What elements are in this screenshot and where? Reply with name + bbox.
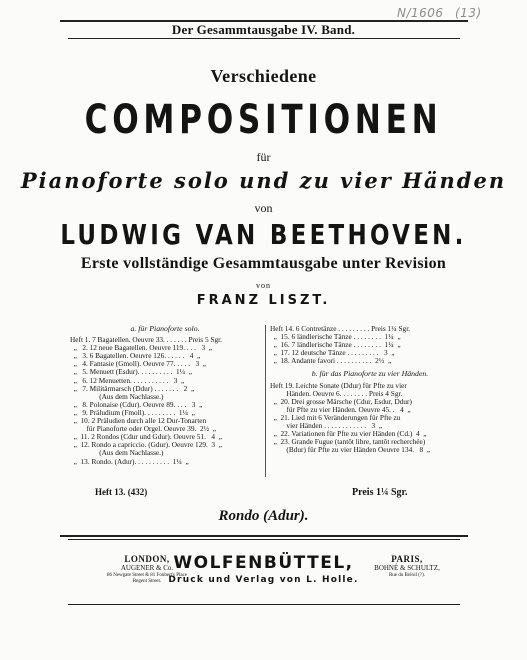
catalog-note: (13) xyxy=(455,6,482,20)
contents-entry: „ 15. 6 ländlerische Tänze . . . . . . . . 1¼ „ xyxy=(270,332,401,342)
column-divider xyxy=(265,325,266,477)
publisher-london-address: 86 Newgate Street & 81 Foubert's Place xyxy=(106,573,188,578)
publisher-london-city: LONDON, xyxy=(124,554,170,564)
contents-entry: „ 11. 2 Rondos (Cdur und Gdur). Oeuvre 51. 4 „ xyxy=(70,432,222,442)
bottom-rule-top xyxy=(60,535,468,537)
contents-entry: (Bdur) für Pfte zu vier Händen Oeuvre 134. 8 „ xyxy=(270,445,431,455)
contents-entry: „ 6. 12 Menuetten. . . . . . . . . . . 3 „ xyxy=(70,375,185,385)
title-compositionen: COMPOSITIONEN xyxy=(84,97,443,143)
title-von: von xyxy=(254,201,273,215)
publisher-paris-firm: BOHNÉ & SCHULTZ, xyxy=(374,564,440,572)
contents-right-column xyxy=(270,325,470,454)
contents-entry: „ 10. 2 Präludien durch alle 12 Dur-Tonarten xyxy=(70,416,207,426)
contents-entry: Heft 14. 6 Contretänze . . . . . . . . . Preis 1¼ Sgr. xyxy=(270,324,411,333)
title-line-verschiedene: Verschiedene xyxy=(210,66,317,86)
title-von-small: von xyxy=(256,281,271,290)
bottom-rule-thin xyxy=(68,539,460,540)
contents-entry: „ 17. 12 deutsche Tänze . . . . . . . . . 3 „ xyxy=(270,348,395,358)
contents-entry: „ 22. Variationen für Pfte zu vier Händen (Cd.) 4 „ xyxy=(270,429,427,439)
composer-name: LUDWIG VAN BEETHOVEN. xyxy=(60,218,467,251)
issue-piece-title: Rondo (Adur). xyxy=(218,508,309,524)
contents-entry: „ 3. 6 Bagatellen. Oeuvre 126. . . . . . 4 „ xyxy=(70,351,201,361)
publisher-london-firm: AUGENER & Co. xyxy=(120,564,174,572)
contents-entry: „ 7. Militärmarsch (Ddur) . . . . . . . 2 „ xyxy=(70,383,195,393)
contents-entry: (Aus dem Nachlasse.) xyxy=(70,391,164,401)
contents-entry: „ 16. 7 ländlerische Tänze . . . . . . . . 1¼ „ xyxy=(270,340,401,350)
contents-entry: „ 13. Rondo. (Adur). . . . . . . . . . 1¼ „ xyxy=(70,456,189,466)
publisher-paris xyxy=(352,555,462,579)
issue-price: Preis 1¼ Sgr. xyxy=(352,487,408,498)
contents-entry: Händen. Oeuvre 6. . . . . . . . Preis 4 Sgr. xyxy=(270,388,403,398)
contents-left-list xyxy=(70,336,260,466)
contents-entry: „ 2. 12 neue Bagatellen. Oeuvre 119. . . . 3 „ xyxy=(70,343,212,353)
catalog-code-text: N/1606 xyxy=(397,6,444,20)
contents-entry: für Pfte zu vier Händen. Oeuvre 45. . 4 „ xyxy=(270,404,411,414)
contents-entry: „ 8. Polonaise (Cdur). Oeuvre 89. . . . 3 „ xyxy=(70,399,203,409)
contents-left-column xyxy=(70,325,260,466)
contents-entry: „ 5. Menuett (Esdur). . . . . . . . . . 1¼ „ xyxy=(70,367,192,377)
title-instrumentation: Pianoforte solo und zu vier Händen xyxy=(20,168,507,193)
contents-entry: „ 4. Fantasie (Gmoll). Oeuvre 77. . . . . 3 „ xyxy=(70,359,206,369)
contents-right-list-a xyxy=(270,325,470,365)
section-heading-solo: a. für Pianoforte solo. xyxy=(130,324,200,333)
contents-entry: „ 12. Rondo a capriccio. (Gdur). Oeuvre 129. 3 „ xyxy=(70,440,222,450)
editor-name: FRANZ LISZT. xyxy=(196,293,331,308)
publisher-paris-city: PARIS, xyxy=(391,554,423,564)
contents-entry: für Pianoforte oder Orgel. Oeuvre 39. 2½ „ xyxy=(70,424,216,434)
band-underline xyxy=(68,38,460,39)
contents-entry: „ 23. Grande Fugue (tantôt libre, tantôt recherchée) xyxy=(270,437,426,447)
bottom-rule-end xyxy=(68,604,460,605)
edition-subtitle: Erste vollständige Gesammtausgabe unter Revision xyxy=(80,255,447,272)
publisher-imprint: Druck und Verlag von L. Holle. xyxy=(168,575,359,585)
contents-entry: Heft 1. 7 Bagatellen. Oeuvre 33. . . . . . . Preis 5 Sgr. xyxy=(70,335,222,345)
publisher-paris-address: Rue du Bréxil (?). xyxy=(388,573,426,578)
contents-entry: „ 21. Lied mit 6 Veränderungen für Pfte zu xyxy=(270,412,401,422)
series-band: Der Gesammtausgabe IV. Band. xyxy=(171,22,356,37)
contents-entry: (Aus dem Nachlasse.) xyxy=(70,448,164,458)
issue-number: Heft 13. (432) xyxy=(95,487,148,497)
publisher-london-address-2: Regent Street. xyxy=(132,579,162,584)
title-fuer: für xyxy=(256,150,271,164)
contents-entry: vier Händen . . . . . . . . . . . . 3 „ xyxy=(270,421,383,431)
contents-entry: Heft 19. Leichte Sonate (Ddur) für Pfte zu vier xyxy=(270,380,407,390)
contents-entry: „ 18. Andante favori . . . . . . . . . . 2½ „ xyxy=(270,356,392,366)
catalog-annotation xyxy=(397,6,482,20)
contents-entry: „ 20. Drei grosse Märsche (Cdur, Esdur, Ddur) xyxy=(270,396,412,406)
publisher-wolfenbuettel-city: WOLFENBÜTTEL, xyxy=(173,553,354,573)
section-heading-four-hands: b. für das Pianoforte zu vier Händen. xyxy=(311,369,429,379)
contents-right-list-b xyxy=(270,382,470,455)
contents-entry: „ 9. Präludium (Fmoll). . . . . . . . . 1¼ „ xyxy=(70,407,195,417)
